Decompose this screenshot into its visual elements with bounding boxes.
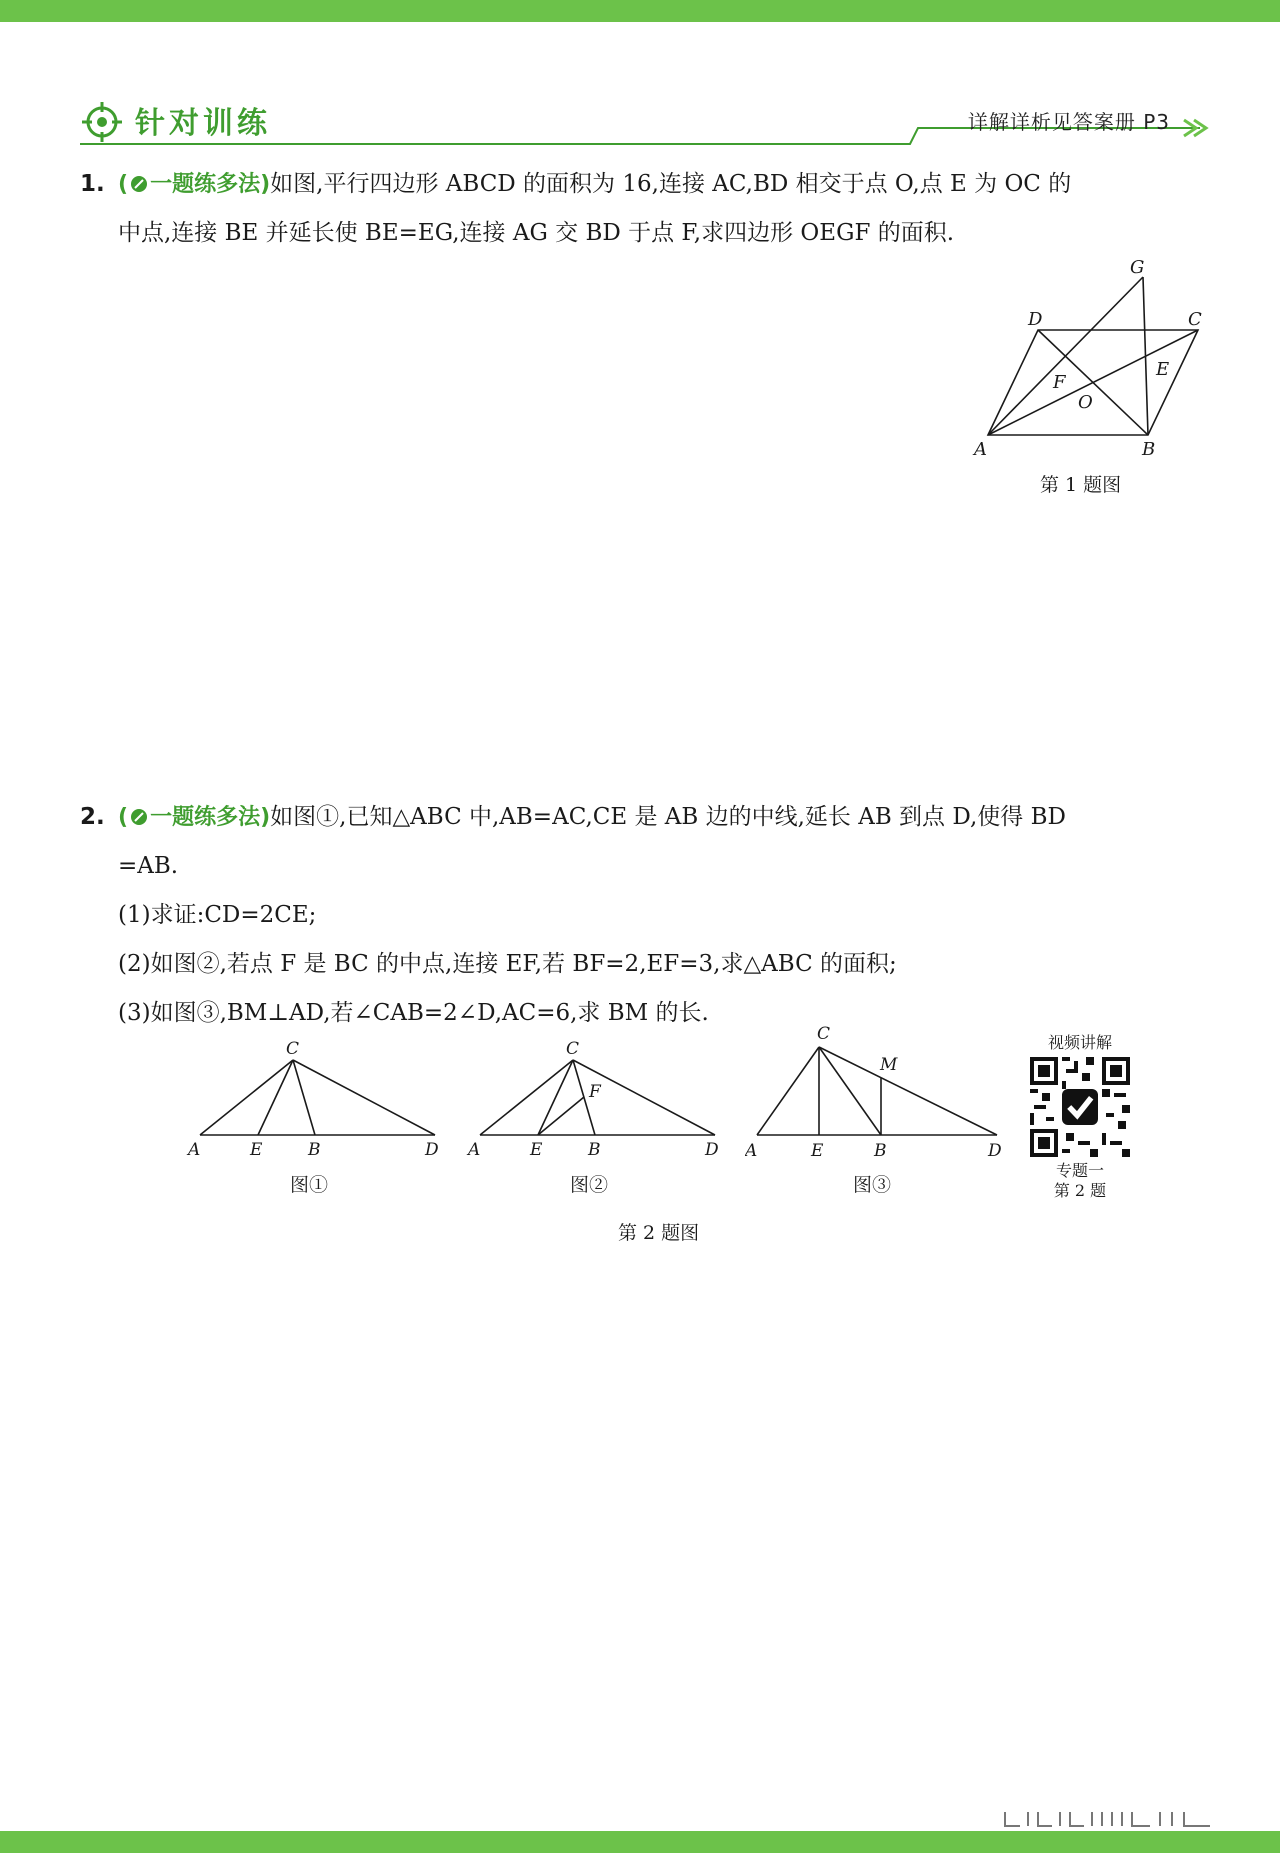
leaf-icon bbox=[130, 808, 148, 826]
top-border-bar bbox=[0, 0, 1280, 22]
segment-ac bbox=[480, 1060, 573, 1135]
segment-ce bbox=[258, 1060, 293, 1135]
label-e: E bbox=[530, 1140, 543, 1160]
label-e: E bbox=[1156, 359, 1170, 380]
label-f: F bbox=[1053, 372, 1066, 393]
label-b: B bbox=[1142, 439, 1156, 460]
label-d: D bbox=[988, 1141, 1002, 1161]
label-o: O bbox=[1078, 392, 1093, 413]
label-f: F bbox=[589, 1082, 601, 1102]
video-qr-block bbox=[1030, 1030, 1130, 1201]
problem-2-part-1: (1)求证:CD=2CE; bbox=[118, 902, 317, 928]
method-tag-label: 一题练多法 bbox=[150, 805, 261, 830]
problem-1-line-1 bbox=[80, 160, 1210, 209]
label-e: E bbox=[250, 1140, 263, 1160]
figure-2-3-caption: 图③ bbox=[853, 1174, 892, 1196]
problem-2-part-3: (3)如图③,BM⊥AD,若∠CAB=2∠D,AC=6,求 BM 的长. bbox=[118, 1000, 709, 1026]
label-a: A bbox=[188, 1140, 201, 1160]
segment-cb bbox=[293, 1060, 315, 1135]
segment-ac bbox=[757, 1047, 819, 1135]
label-b: B bbox=[308, 1140, 321, 1160]
method-tag: ( 一题练多法) bbox=[118, 172, 271, 197]
answer-reference: 详解详析见答案册 P3 bbox=[967, 110, 1170, 134]
figure-2-3 bbox=[745, 1020, 1010, 1170]
segment-ac bbox=[200, 1060, 293, 1135]
segment-ce bbox=[538, 1060, 573, 1135]
problem-2-text-a: 如图①,已知△ABC 中,AB=AC,CE 是 AB 边的中线,延长 AB 到点 D,使得 BD bbox=[270, 804, 1066, 830]
qr-subtitle-2: 第 2 题 bbox=[1053, 1181, 1107, 1200]
label-e: E bbox=[811, 1141, 824, 1161]
method-tag: ( 一题练多法) bbox=[118, 805, 271, 830]
segment-cd bbox=[819, 1047, 997, 1135]
figure-1-parallelogram bbox=[970, 255, 1220, 465]
section-header bbox=[80, 98, 1210, 148]
problem-2-part-2: (2)如图②,若点 F 是 BC 的中点,连接 EF,若 BF=2,EF=3,求△ABC 的面积; bbox=[118, 951, 897, 977]
figure-2-caption: 第 2 题图 bbox=[618, 1222, 700, 1244]
label-b: B bbox=[874, 1141, 887, 1161]
label-c: C bbox=[566, 1039, 580, 1059]
problem-2 bbox=[80, 793, 1210, 1038]
segment-cb bbox=[819, 1047, 881, 1135]
label-d: D bbox=[1028, 309, 1043, 330]
figure-1-caption: 第 1 题图 bbox=[1040, 474, 1122, 496]
figure-2-1-caption: 图① bbox=[290, 1174, 329, 1196]
bottom-border-bar bbox=[0, 1831, 1280, 1853]
problem-1-text-a: 如图,平行四边形 ABCD 的面积为 16,连接 AC,BD 相交于点 O,点 E 为 OC 的 bbox=[270, 171, 1072, 197]
figure-2-2 bbox=[465, 1035, 725, 1170]
label-d: D bbox=[705, 1140, 719, 1160]
label-c: C bbox=[817, 1024, 831, 1044]
label-g: G bbox=[1130, 257, 1145, 278]
segment-ef bbox=[538, 1097, 584, 1135]
page-edge-ruler bbox=[1000, 1810, 1240, 1830]
method-tag-label: 一题练多法 bbox=[150, 172, 261, 197]
label-a: A bbox=[468, 1140, 481, 1160]
problem-number: 2. bbox=[80, 804, 105, 830]
segment-cd bbox=[293, 1060, 435, 1135]
target-icon bbox=[80, 100, 124, 144]
label-b: B bbox=[588, 1140, 601, 1160]
problem-2-line-1 bbox=[80, 793, 1210, 842]
qr-code-icon[interactable] bbox=[1030, 1057, 1130, 1157]
leaf-icon bbox=[130, 175, 148, 193]
problem-1 bbox=[80, 160, 1210, 258]
label-m: M bbox=[880, 1055, 898, 1075]
problem-number: 1. bbox=[80, 171, 105, 197]
problem-1-text-b: 中点,连接 BE 并延长使 BE=EG,连接 AG 交 BD 于点 F,求四边形 OEGF 的面积. bbox=[118, 220, 955, 246]
label-d: D bbox=[425, 1140, 439, 1160]
label-c: C bbox=[1188, 309, 1202, 330]
label-a: A bbox=[745, 1141, 758, 1161]
qr-subtitle-1: 专题一 bbox=[1055, 1161, 1104, 1180]
qr-title: 视频讲解 bbox=[1047, 1033, 1112, 1052]
figure-2-1 bbox=[185, 1035, 445, 1170]
figure-2-2-caption: 图② bbox=[570, 1174, 609, 1196]
label-c: C bbox=[286, 1039, 300, 1059]
label-a: A bbox=[974, 439, 987, 460]
section-title: 针对训练 bbox=[135, 106, 271, 141]
segment-ag bbox=[988, 277, 1143, 435]
problem-2-text-b: =AB. bbox=[118, 853, 179, 879]
